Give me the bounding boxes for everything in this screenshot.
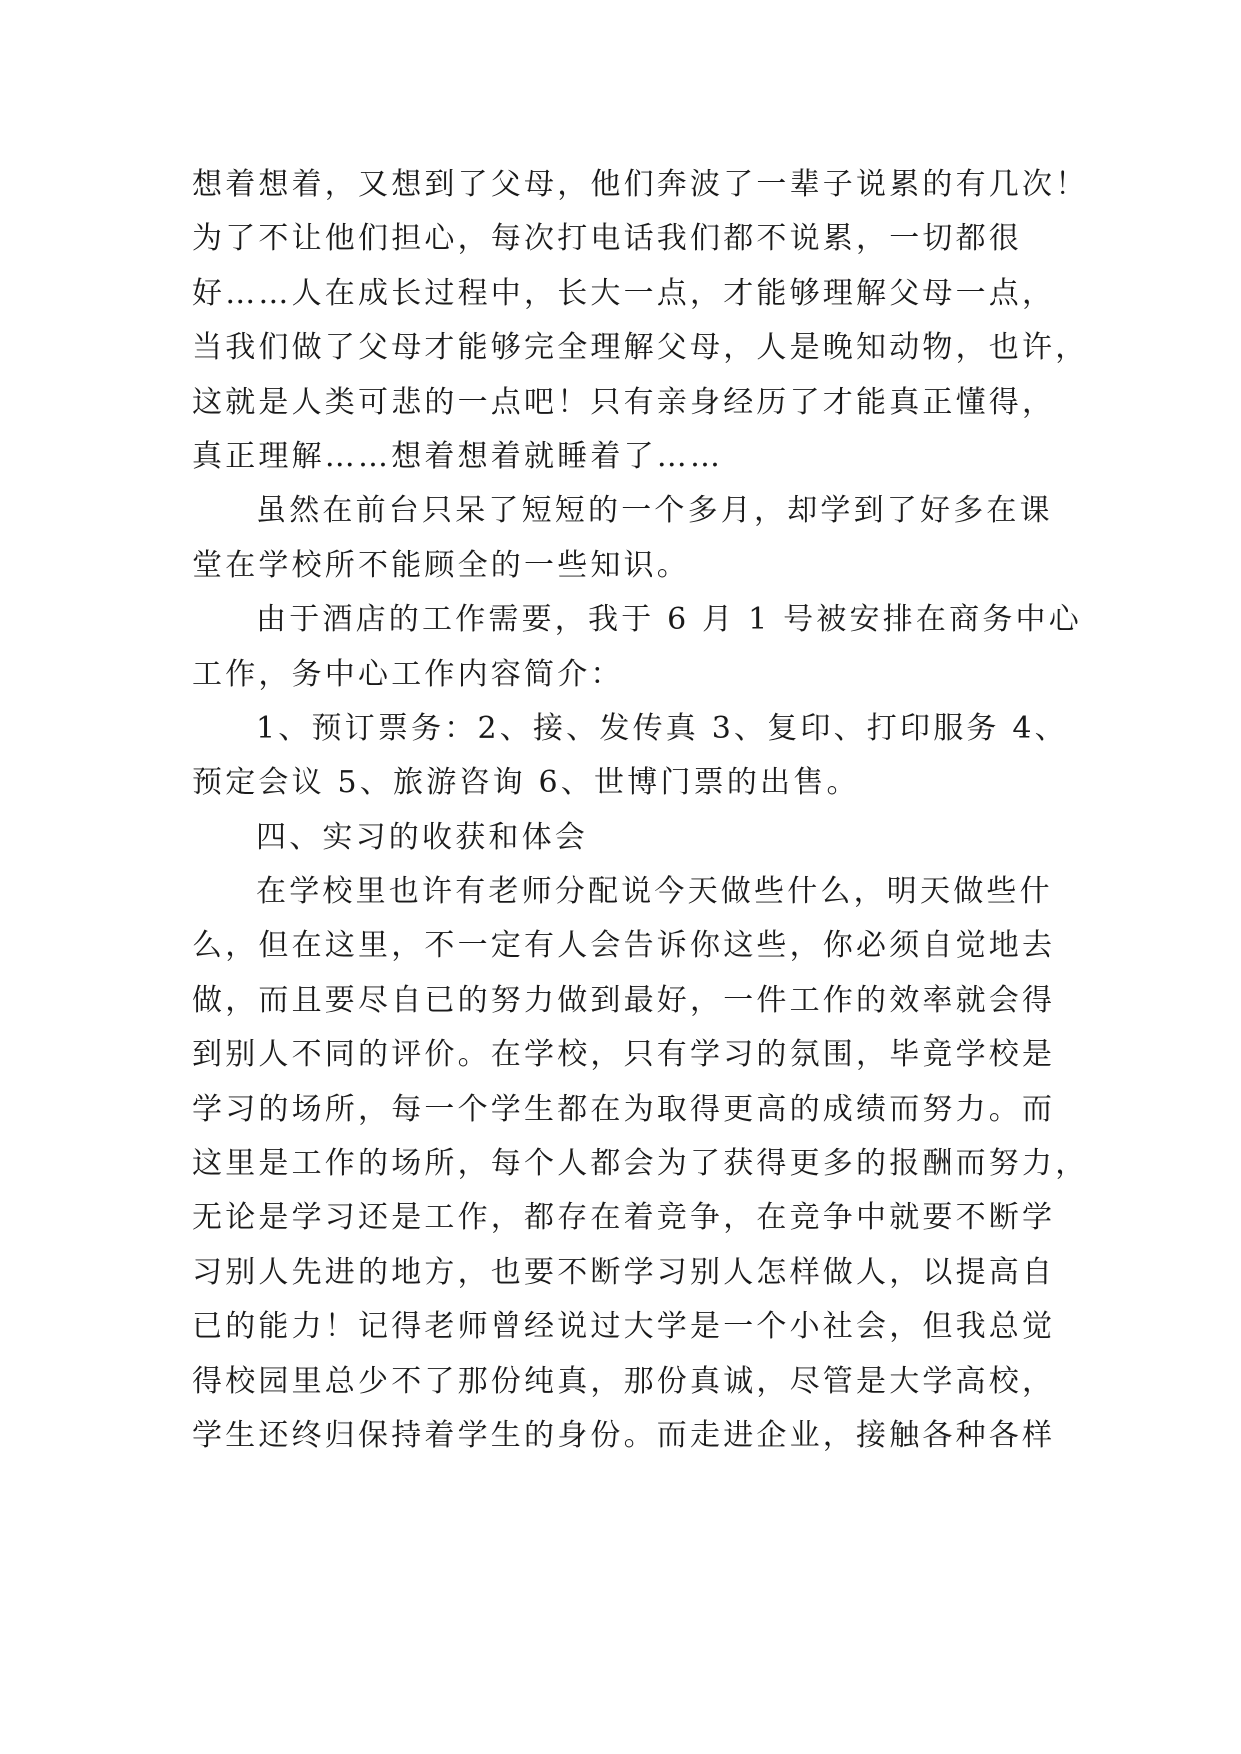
text-line: 工作，务中心工作内容简介： (192, 656, 624, 692)
text-line: 四、实习的收获和体会 (256, 819, 588, 855)
text-line: 虽然在前台只呆了短短的一个多月，却学到了好多在课 (256, 493, 1053, 529)
text-line: 得校园里总少不了那份纯真，那份真诚，尽管是大学高校， (192, 1363, 1056, 1399)
text-line: 为了不让他们担心，每次打电话我们都不说累，一切都很 (192, 221, 1022, 257)
text-line: 在学校里也许有老师分配说今天做些什么，明天做些什 (256, 874, 1053, 910)
text-line: 当我们做了父母才能够完全理解父母，人是晚知动物，也许， (192, 330, 1089, 366)
text-line: 已的能力！记得老师曾经说过大学是一个小社会，但我总觉 (192, 1309, 1056, 1345)
text-line: 想着想着，又想到了父母，他们奔波了一辈子说累的有几次！ (192, 167, 1089, 202)
text-line: 由于酒店的工作需要，我于 6 月 1 号被安排在商务中心 (256, 602, 1082, 638)
text-line: 堂在学校所不能顾全的一些知识。 (192, 547, 690, 583)
text-line: 这就是人类可悲的一点吧！只有亲身经历了才能真正懂得， (192, 384, 1056, 420)
text-line: 做，而且要尽自已的努力做到最好，一件工作的效率就会得 (192, 982, 1056, 1018)
text-line: 习别人先进的地方，也要不断学习别人怎样做人，以提高自 (192, 1254, 1056, 1290)
text-line: 到别人不同的评价。在学校，只有学习的氛围，毕竟学校是 (192, 1037, 1056, 1073)
text-line: 真正理解……想着想着就睡着了…… (192, 438, 724, 474)
document-body (192, 158, 1089, 1463)
text-line: 这里是工作的场所，每个人都会为了获得更多的报酬而努力， (192, 1146, 1089, 1182)
text-line: 好……人在成长过程中，长大一点，才能够理解父母一点， (192, 275, 1056, 311)
text-line: 无论是学习还是工作，都存在着竞争，在竞争中就要不断学 (192, 1200, 1056, 1236)
text-line: 学生还终归保持着学生的身份。而走进企业，接触各种各样 (192, 1417, 1056, 1453)
text-line: 学习的场所，每一个学生都在为取得更高的成绩而努力。而 (192, 1091, 1056, 1127)
text-line: 1、预订票务：2、接、发传真 3、复印、打印服务 4、 (256, 710, 1068, 746)
text-line: 么，但在这里，不一定有人会告诉你这些，你必须自觉地去 (192, 928, 1056, 964)
text-line: 预定会议 5、旅游咨询 6、世博门票的出售。 (192, 765, 860, 801)
